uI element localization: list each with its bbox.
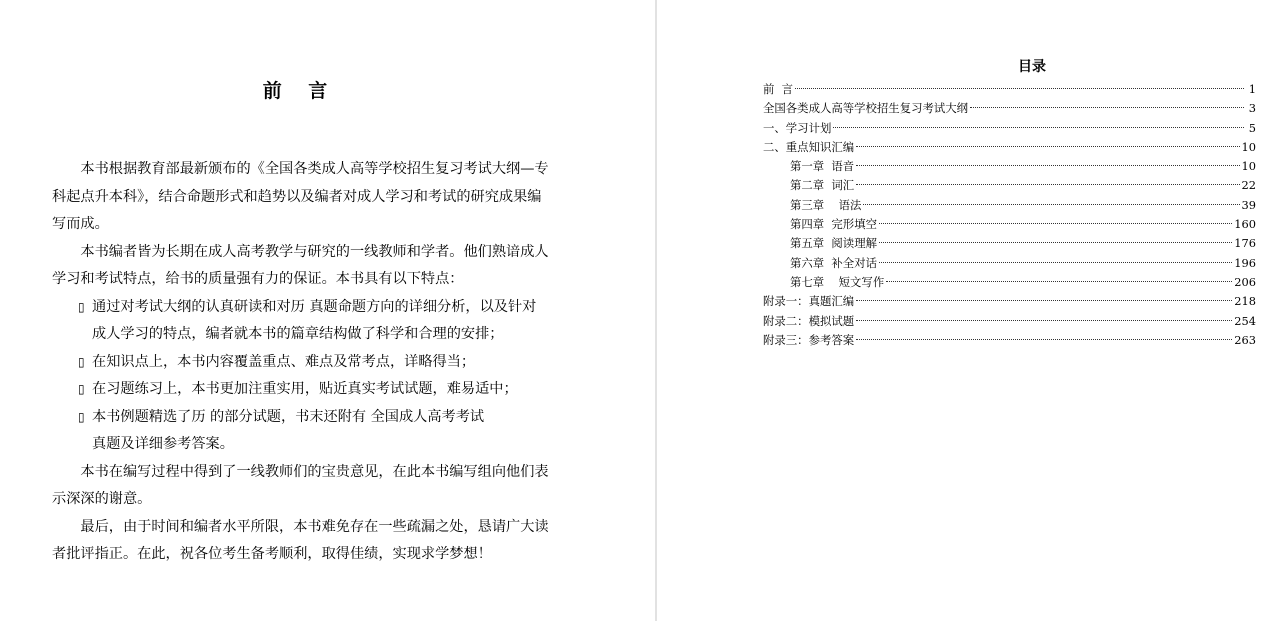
preface-bullet-3 bbox=[52, 376, 550, 404]
toc-entry-label: 一、学习计划 bbox=[763, 120, 832, 135]
toc-dot-leader bbox=[970, 107, 1244, 108]
preface-title: 前 言 bbox=[262, 80, 338, 102]
preface-bullet-2 bbox=[52, 349, 550, 377]
bullet-text: 在知识点上，本书内容覆盖重点、难点及常考点，详略得当； bbox=[92, 353, 476, 370]
bullet-box-icon: ▯ bbox=[78, 354, 85, 369]
toc-entry-label: 附录一：真题汇编 bbox=[763, 294, 855, 309]
toc-entry[interactable] bbox=[763, 312, 1256, 331]
toc-entry[interactable] bbox=[763, 119, 1256, 138]
toc-entry-page: 218 bbox=[1234, 294, 1256, 309]
preface-paragraph: 本书编者皆为长期在成人高考教学与研究的一线教师和学者。他们熟谙成人学习和考试特点，给书的质量强有力的保证。本书具有以下特点： bbox=[52, 243, 549, 287]
toc-entry-page: 160 bbox=[1234, 217, 1256, 232]
toc-dot-leader bbox=[856, 184, 1239, 185]
preface-bullet-1-continued: 成人学习的特点，编者就本书的篇章结构做了科学和合理的安排； bbox=[92, 326, 504, 342]
toc-title: 目录 bbox=[1018, 59, 1046, 75]
toc-dot-leader bbox=[856, 146, 1239, 147]
toc-entry[interactable] bbox=[763, 176, 1256, 195]
toc-entry[interactable] bbox=[763, 80, 1256, 99]
toc-entry-page: 206 bbox=[1234, 274, 1256, 289]
toc-dot-leader bbox=[795, 88, 1244, 89]
toc-entry-label: 前 言 bbox=[763, 82, 794, 96]
toc-page bbox=[657, 0, 1280, 621]
toc-entry[interactable] bbox=[763, 215, 1256, 234]
preface-paragraph: 最后，由于时间和编者水平所限，本书难免存在一些疏漏之处，恳请广大读者批评指正。在此，祝各位考生备考顺利，取得佳绩，实现求学梦想！ bbox=[52, 518, 549, 562]
toc-entry[interactable] bbox=[763, 157, 1256, 176]
toc-entry-page: 254 bbox=[1234, 313, 1256, 328]
toc-dot-leader bbox=[879, 242, 1232, 243]
toc-entry-page: 10 bbox=[1241, 159, 1256, 174]
preface-paragraph: 本书根据教育部最新颁布的《全国各类成人高等学校招生复习考试大纲—专科起点升本科》，结合命题形式和趋势以及编者对成人学习和考试的研究成果编写而成。 bbox=[52, 161, 549, 232]
toc-entry-page: 176 bbox=[1234, 236, 1256, 251]
toc-entry[interactable] bbox=[763, 292, 1256, 311]
toc-entry-page: 5 bbox=[1248, 120, 1256, 135]
toc-entry[interactable] bbox=[763, 273, 1256, 292]
toc-entry[interactable] bbox=[763, 196, 1256, 215]
bullet-text: 通过对考试大纲的认真研读和对历 真题命题方向的详细分析，以及针对 bbox=[92, 298, 537, 315]
bullet-text: 在习题练习上，本书更加注重实用，贴近真实考试试题，难易适中； bbox=[92, 381, 518, 397]
toc-entry-label: 第二章 词汇 bbox=[790, 178, 855, 193]
toc-entry[interactable] bbox=[763, 234, 1256, 253]
toc-entry-page: 263 bbox=[1234, 332, 1256, 347]
toc-entry-label: 全国各类成人高等学校招生复习考试大纲 bbox=[763, 101, 969, 116]
toc-list bbox=[763, 80, 1256, 350]
toc-dot-leader bbox=[879, 223, 1232, 224]
preface-bullet-1 bbox=[52, 294, 550, 322]
toc-entry-label: 第七章 短文写作 bbox=[790, 274, 885, 289]
toc-entry-label: 第一章 语音 bbox=[790, 159, 855, 174]
toc-entry[interactable] bbox=[763, 331, 1256, 350]
toc-entry-label: 第三章 语法 bbox=[790, 197, 862, 212]
toc-entry-page: 1 bbox=[1248, 82, 1256, 96]
preface-bullet-4-continued: 真题及详细参考答案。 bbox=[92, 436, 234, 452]
toc-entry-page: 22 bbox=[1241, 178, 1256, 193]
toc-dot-leader bbox=[856, 165, 1239, 166]
toc-dot-leader bbox=[833, 127, 1244, 128]
toc-entry-label: 第四章 完形填空 bbox=[790, 217, 877, 232]
preface-bullet-4 bbox=[52, 404, 550, 432]
toc-dot-leader bbox=[856, 339, 1232, 340]
toc-entry[interactable] bbox=[763, 138, 1256, 157]
toc-dot-leader bbox=[863, 204, 1239, 205]
toc-dot-leader bbox=[886, 281, 1232, 282]
toc-entry[interactable] bbox=[763, 254, 1256, 273]
toc-entry-page: 10 bbox=[1241, 139, 1256, 154]
toc-dot-leader bbox=[879, 262, 1232, 263]
bullet-text: 本书例题精选了历 的部分试题，书末还附有 全国成人高考考试 bbox=[92, 408, 485, 425]
preface-paragraph: 本书在编写过程中得到了一线教师们的宝贵意见，在此本书编写组向他们表示深深的谢意。 bbox=[52, 463, 549, 507]
toc-entry[interactable] bbox=[763, 99, 1256, 118]
toc-entry-label: 第五章 阅读理解 bbox=[790, 236, 877, 251]
toc-dot-leader bbox=[856, 320, 1232, 321]
bullet-box-icon: ▯ bbox=[78, 382, 85, 396]
toc-entry-page: 39 bbox=[1241, 197, 1256, 212]
toc-entry-page: 196 bbox=[1234, 255, 1256, 270]
bullet-box-icon: ▯ bbox=[78, 409, 85, 424]
bullet-box-icon: ▯ bbox=[78, 299, 85, 314]
toc-entry-label: 第六章 补全对话 bbox=[790, 255, 877, 270]
toc-dot-leader bbox=[856, 300, 1232, 301]
preface-body bbox=[52, 156, 550, 569]
toc-entry-label: 二、重点知识汇编 bbox=[763, 139, 855, 154]
toc-entry-label: 附录三：参考答案 bbox=[763, 332, 855, 347]
toc-entry-label: 附录二：模拟试题 bbox=[763, 313, 855, 328]
toc-entry-page: 3 bbox=[1248, 101, 1256, 116]
